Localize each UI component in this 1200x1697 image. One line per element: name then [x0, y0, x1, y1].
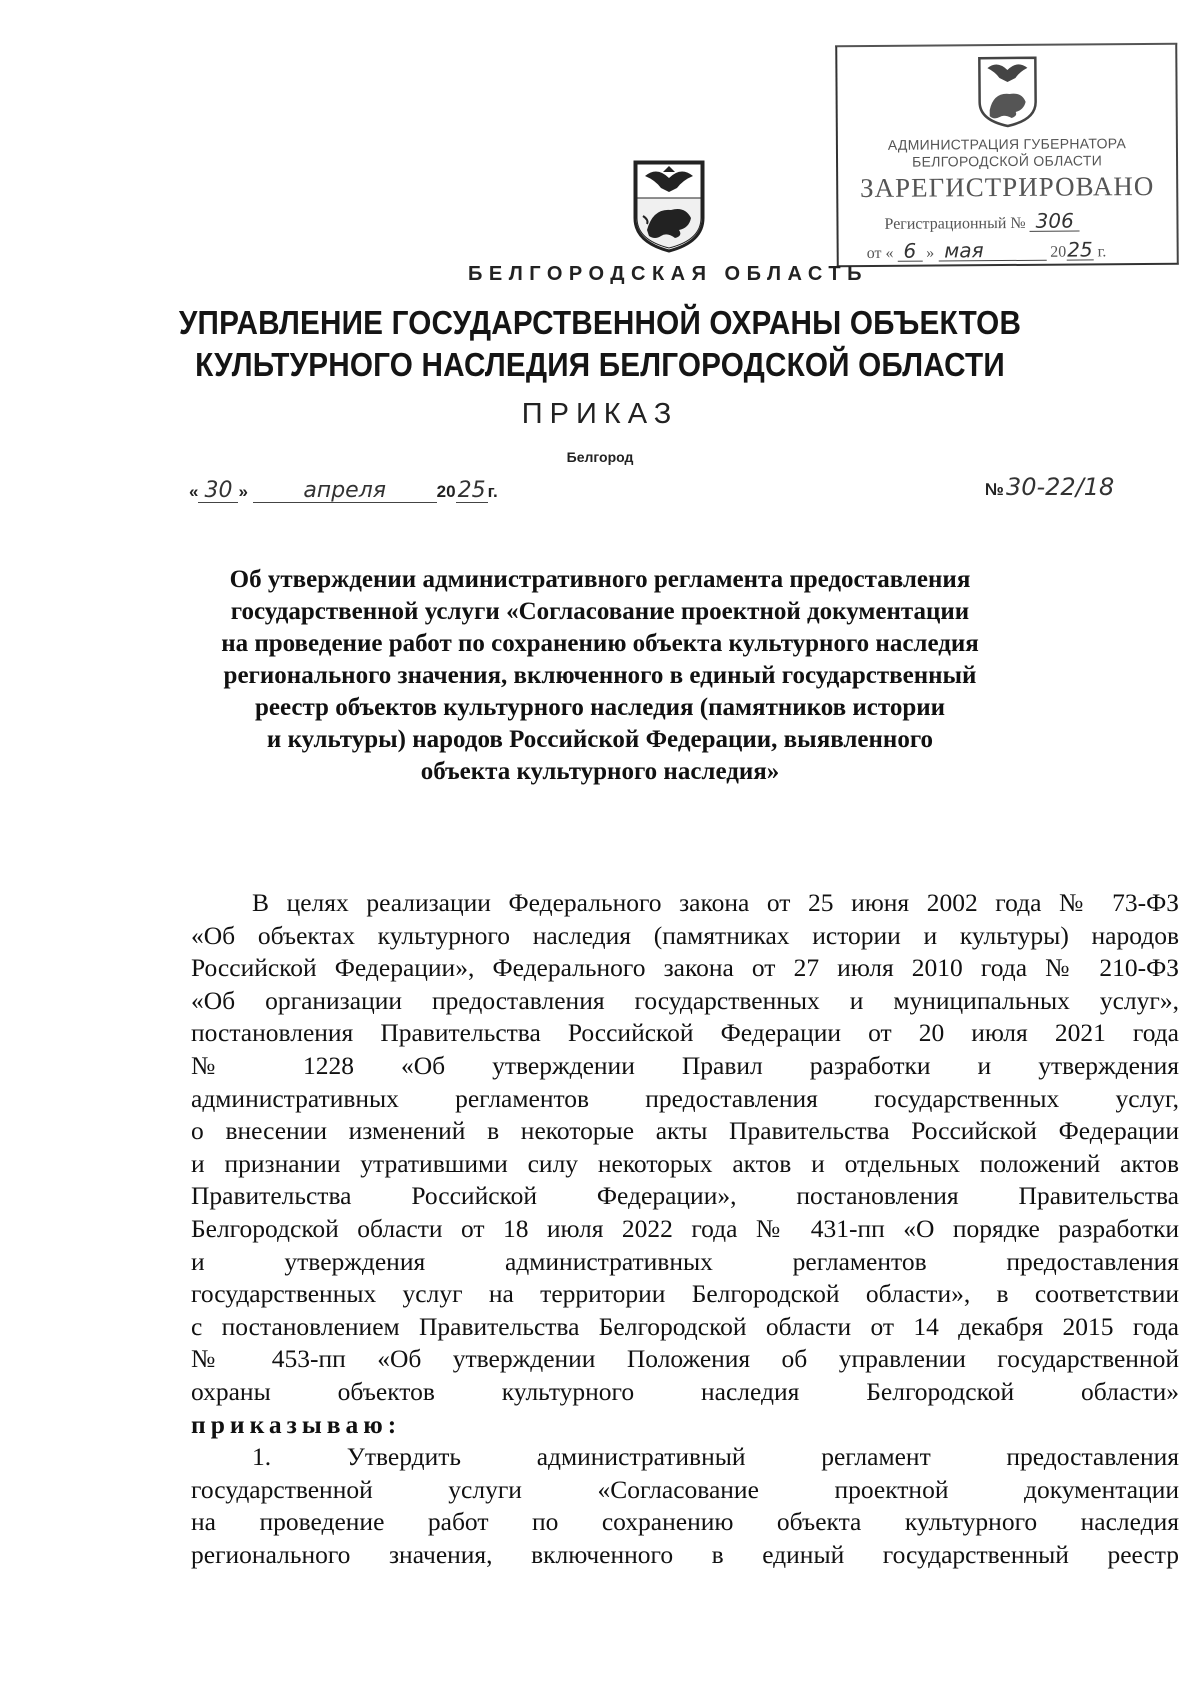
body-line: Правительства Российской Федерации», постановления Правительства — [191, 1181, 1179, 1211]
body-line: государственных услуг на территории Белгородской области», в соответствии — [191, 1279, 1179, 1309]
item1-line: государственной услуги «Согласование проектной документации — [191, 1474, 1179, 1504]
date-month: апреля — [253, 480, 437, 503]
body-line: с постановлением Правительства Белгородской области от 14 декабря 2015 года — [191, 1311, 1179, 1341]
body-line: № 1228 «Об утверждении Правил разработки и утверждения — [191, 1050, 1179, 1080]
subject-line: объекта культурного наследия» — [420, 758, 780, 785]
body-line: В целях реализации Федерального закона от 25 июня 2002 года № 73-ФЗ — [252, 888, 1179, 917]
body-line: № 453-пп «Об утверждении Положения об управлении государственной — [191, 1344, 1179, 1374]
body-line: Белгородской области от 18 июля 2022 года № 431-пп «О порядке разработки — [191, 1213, 1179, 1243]
stamp-reg-number: 306 — [1030, 210, 1080, 231]
stamp-quote-close: » — [926, 244, 935, 262]
stamp-from-label: от « — [866, 244, 894, 262]
stamp-year-unit: г. — [1097, 243, 1107, 261]
number-value: 30-22/18 — [1005, 473, 1115, 501]
subject-line: реестр объектов культурного наследия (памятников истории — [254, 694, 946, 721]
stamp-reg-row — [884, 210, 1079, 233]
date-day: 30 — [198, 480, 238, 503]
org-name-line1: УПРАВЛЕНИЕ ГОСУДАРСТВЕННОЙ ОХРАНЫ ОБЪЕКТОВ — [178, 304, 1022, 341]
coat-of-arms-icon — [631, 158, 707, 254]
stamp-year-suffix: 25 — [1067, 237, 1093, 262]
item1-line: регионального значения, включенного в единый государственный реестр — [191, 1539, 1179, 1569]
date-open-quote: « — [189, 482, 199, 501]
stamp-org-line1: АДМИНИСТРАЦИЯ ГУБЕРНАТОРА — [887, 135, 1127, 153]
org-name-line2: КУЛЬТУРНОГО НАСЛЕДИЯ БЕЛГОРОДСКОЙ ОБЛАСТИ — [195, 346, 1005, 383]
stamp-registered: ЗАРЕГИСТРИРОВАНО — [859, 170, 1155, 204]
stamp-day: 6 — [897, 241, 922, 262]
region-title: БЕЛГОРОДСКАЯ ОБЛАСТЬ — [468, 263, 868, 285]
date-close-quote: » — [238, 482, 248, 501]
stamp-reg-label: Регистрационный № — [884, 214, 1026, 233]
city-name: Белгород — [566, 449, 634, 465]
body-line: Российской Федерации», Федерального закона от 27 июля 2010 года № 210-ФЗ — [191, 953, 1179, 983]
stamp-month: мая — [938, 240, 1046, 262]
date-year-unit: г. — [487, 482, 498, 501]
number-label: № — [985, 480, 1004, 499]
date-year-suffix: 25 — [457, 478, 486, 503]
body-line: «Об объектах культурного наследия (памятниках истории и культуры) народов — [191, 920, 1179, 950]
registration-stamp — [835, 43, 1179, 267]
body-line: и признании утратившими силу некоторых актов и отдельных положений актов — [191, 1148, 1179, 1178]
document-type: ПРИКАЗ — [521, 398, 679, 430]
subject-line: государственной услуги «Согласование проектной документации — [230, 598, 970, 625]
order-word: приказываю: — [191, 1409, 402, 1439]
subject-line: регионального значения, включенного в единый государственный — [223, 662, 977, 689]
subject-line: на проведение работ по сохранению объекта культурного наследия — [221, 630, 979, 657]
body-line: административных регламентов предоставления государственных услуг, — [191, 1083, 1179, 1113]
body-line: постановления Правительства Российской Федерации от 20 июля 2021 года — [191, 1018, 1179, 1048]
item1-line: 1. Утвердить административный регламент предоставления — [252, 1442, 1179, 1472]
order-subject — [200, 564, 1000, 788]
order-number — [985, 475, 1116, 500]
body-line: охраны объектов культурного наследия Белгородской области» — [191, 1376, 1179, 1406]
stamp-coat-of-arms-icon — [975, 54, 1040, 128]
body-line: о внесении изменений в некоторые акты Правительства Российской Федерации — [191, 1116, 1179, 1146]
body-line: и утверждения административных регламентов предоставления — [191, 1246, 1179, 1276]
subject-line: Об утверждении административного регламента предоставления — [229, 566, 971, 593]
stamp-year-prefix: 20 — [1050, 243, 1067, 261]
stamp-org-line2: БЕЛГОРОДСКОЙ ОБЛАСТИ — [911, 152, 1103, 170]
subject-line: и культуры) народов Российской Федерации, выявленного — [266, 726, 934, 753]
stamp-date-row — [867, 239, 1107, 263]
item1-line: на проведение работ по сохранению объекта культурного наследия — [191, 1507, 1179, 1537]
body-line: «Об организации предоставления государственных и муниципальных услуг», — [191, 985, 1179, 1015]
order-body — [191, 887, 1179, 1571]
date-year-prefix: 20 — [436, 482, 456, 501]
order-date — [189, 480, 498, 503]
